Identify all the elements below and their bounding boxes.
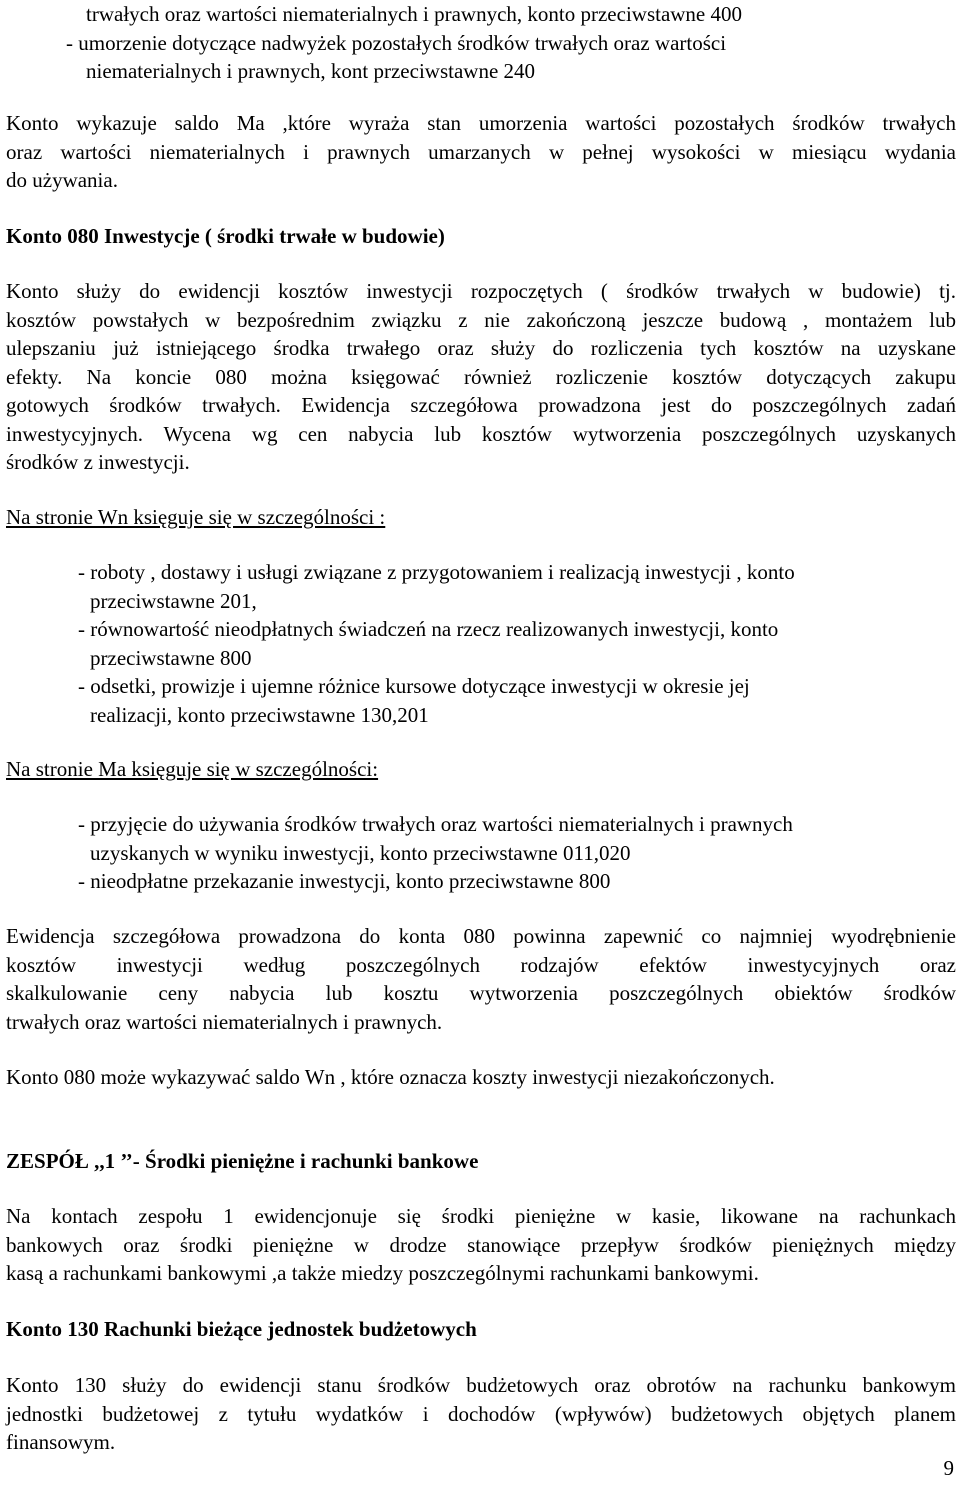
list-item-line: - roboty , dostawy i usługi związane z przygotowaniem i realizacją inwestycji , konto xyxy=(78,560,795,584)
text-line: kasą a rachunkami bankowymi ,a także miedzy poszczególnymi rachunkami bankowymi. xyxy=(6,1261,759,1285)
text-line: gotowych środków trwałych. Ewidencja szczegółowa prowadzona jest do poszczególnych zadań xyxy=(6,393,956,417)
text-line: skalkulowanie ceny nabycia lub kosztu wytworzenia poszczególnych obiektów środków xyxy=(6,981,956,1005)
text-line: niematerialnych i prawnych, kont przeciwstawne 240 xyxy=(86,59,536,83)
text-line: efekty. Na koncie 080 można księgować również rozliczenie kosztów dotyczących zakupu xyxy=(6,364,956,389)
text-line: ulepszaniu już istniejącego środka trwałego oraz służy do rozliczenia tych kosztów na uzyskane xyxy=(6,336,956,360)
text-line: Ewidencja szczegółowa prowadzona do konta 080 powinna zapewnić co najmniej wyodrębnienie xyxy=(6,924,956,948)
list-item-line: - przyjęcie do używania środków trwałych oraz wartości niematerialnych i prawnych xyxy=(78,812,793,836)
text-line: środków z inwestycji. xyxy=(6,450,190,474)
text-line: trwałych oraz wartości niematerialnych i prawnych. xyxy=(6,1009,443,1034)
list-item xyxy=(6,558,956,615)
ma-side-heading: Na stronie Ma księguje się w szczególności: xyxy=(6,757,379,781)
text-line: kosztów inwestycji według poszczególnych rodzajów efektów inwestycyjnych oraz xyxy=(6,952,956,977)
text-line: inwestycyjnych. Wycena wg cen nabycia lub kosztów wytworzenia poszczególnych uzyskanych xyxy=(6,421,956,446)
list-item xyxy=(6,810,956,867)
text-line: bankowych oraz środki pieniężne w drodze stanowiące przepływ środków pieniężnych między xyxy=(6,1232,956,1257)
list-item xyxy=(6,672,956,729)
list-item-line: przeciwstawne 800 xyxy=(90,645,252,670)
paragraph-saldo-ma xyxy=(6,109,956,195)
list-item xyxy=(6,615,956,672)
text-line: jednostki budżetowej z tytułu wydatków i dochodów (wpływów) budżetowych objętych planem xyxy=(6,1401,956,1426)
list-item-line: - odsetki, prowizje i ujemne różnice kursowe dotyczące inwestycji w okresie jej xyxy=(78,674,750,698)
list-item-line: - nieodpłatne przekazanie inwestycji, konto przeciwstawne 800 xyxy=(78,869,611,893)
text-line: Konto 080 może wykazywać saldo Wn , które oznacza koszty inwestycji niezakończonych. xyxy=(6,1065,775,1089)
section-heading-konto-130: Konto 130 Rachunki bieżące jednostek budżetowych xyxy=(6,1317,477,1341)
list-item-line: uzyskanych w wyniku inwestycji, konto przeciwstawne 011,020 xyxy=(90,840,631,865)
list-item xyxy=(6,867,956,896)
paragraph-saldo-wn xyxy=(6,1063,956,1092)
section-heading-konto-080: Konto 080 Inwestycje ( środki trwałe w budowie) xyxy=(6,224,445,248)
text-line: Na kontach zespołu 1 ewidencjonuje się środki pieniężne w kasie, likowane na rachunkach xyxy=(6,1204,956,1228)
text-line: kosztów powstałych w bezpośrednim związku z nie zakończoną jeszcze budową , montażem lub xyxy=(6,307,956,332)
section-heading-zespol-1: ZESPÓŁ ,,1 ’’- Środki pieniężne i rachunki bankowe xyxy=(6,1149,479,1173)
wn-list xyxy=(6,558,956,729)
paragraph-ewidencja xyxy=(6,922,956,1036)
paragraph-konto-130 xyxy=(6,1371,956,1457)
list-item-line: realizacji, konto przeciwstawne 130,201 xyxy=(90,702,429,727)
page-number: 9 xyxy=(943,1456,954,1480)
paragraph-zespol-1 xyxy=(6,1202,956,1288)
ma-list xyxy=(6,810,956,896)
paragraph-konto-080 xyxy=(6,277,956,477)
text-line: finansowym. xyxy=(6,1430,116,1454)
intro-block xyxy=(6,0,956,86)
text-line: Konto służy do ewidencji kosztów inwestycji rozpoczętych ( środków trwałych w budowie) tj. xyxy=(6,279,956,303)
list-item-line: przeciwstawne 201, xyxy=(90,588,257,613)
wn-side-heading: Na stronie Wn księguje się w szczególności : xyxy=(6,505,386,529)
text-line: do używania. xyxy=(6,168,118,192)
text-line: Konto wykazuje saldo Ma ,które wyraża stan umorzenia wartości pozostałych środków trwałych xyxy=(6,111,956,135)
list-item-line: - równowartość nieodpłatnych świadczeń na rzecz realizowanych inwestycji, konto xyxy=(78,617,779,641)
text-line: Konto 130 służy do ewidencji stanu środków budżetowych oraz obrotów na rachunku bankowym xyxy=(6,1373,956,1397)
text-line: - umorzenie dotyczące nadwyżek pozostałych środków trwałych oraz wartości xyxy=(66,30,727,55)
text-line: trwałych oraz wartości niematerialnych i prawnych, konto przeciwstawne 400 xyxy=(86,2,743,26)
text-line: oraz wartości niematerialnych i prawnych umarzanych w pełnej wysokości w miesiącu wydania xyxy=(6,139,956,164)
